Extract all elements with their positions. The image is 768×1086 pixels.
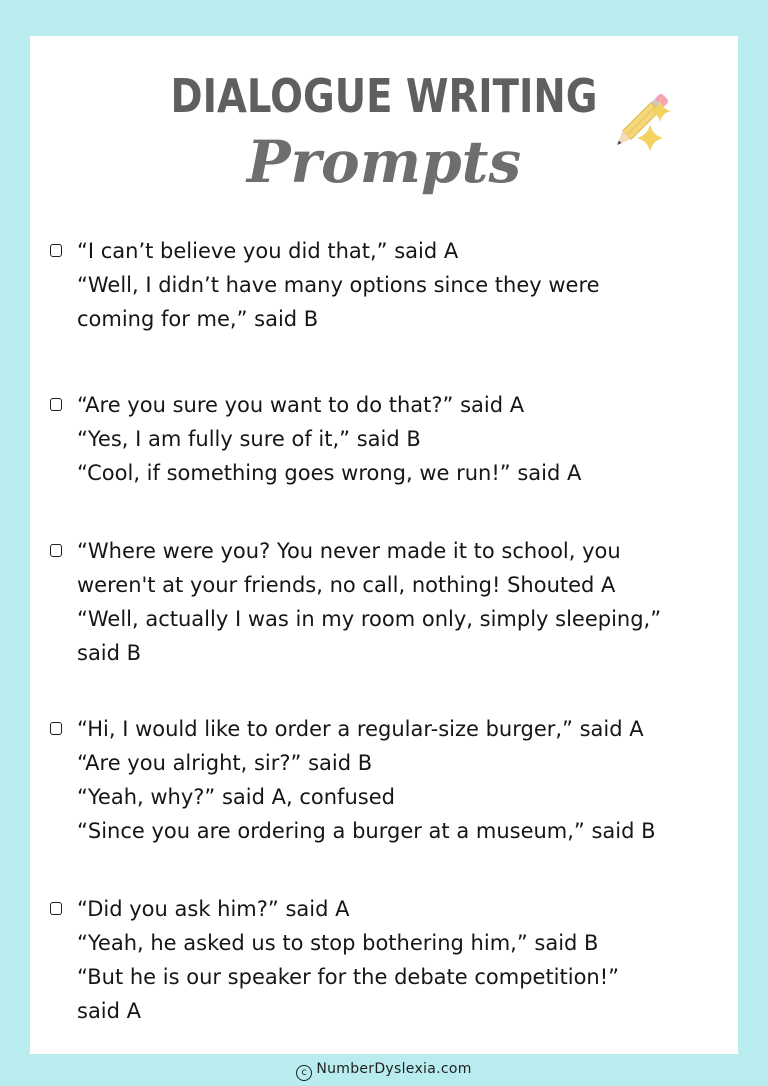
prompt-line: “But he is our speaker for the debate competition!” (77, 965, 620, 989)
title-dialogue-writing: DIALOGUE WRITING (170, 69, 598, 123)
prompt-list (46, 234, 726, 1028)
prompt-line: “Are you alright, sir?” said B (77, 751, 373, 775)
prompt-line: said A (77, 999, 142, 1023)
prompt-item (46, 388, 726, 490)
prompt-line: “Where were you? You never made it to school, you (77, 539, 621, 563)
prompt-line: “I can’t believe you did that,” said A (77, 239, 459, 263)
prompt-item (46, 534, 726, 670)
prompt-item (46, 712, 726, 848)
prompt-line: “Yes, I am fully sure of it,” said B (77, 427, 421, 451)
footer-site-link[interactable]: NumberDyslexia.com (316, 1061, 472, 1077)
pencil-sparkles-icon (596, 80, 682, 166)
prompt-line: “Did you ask him?” said A (77, 897, 350, 921)
checkbox-icon[interactable] (50, 722, 62, 735)
checkbox-icon[interactable] (50, 398, 62, 411)
prompt-line: “Well, I didn’t have many options since they were (77, 273, 600, 297)
prompt-line: weren't at your friends, no call, nothing! Shouted A (77, 573, 616, 597)
checkbox-icon[interactable] (50, 544, 62, 557)
title-prompts: Prompts (246, 128, 522, 196)
prompt-line: coming for me,” said B (77, 307, 319, 331)
prompt-line: “Well, actually I was in my room only, simply sleeping,” (77, 607, 662, 631)
prompt-line: said B (77, 641, 142, 665)
prompt-line: “Hi, I would like to order a regular-size burger,” said A (77, 717, 644, 741)
prompt-item (46, 234, 726, 336)
checkbox-icon[interactable] (50, 244, 62, 257)
prompt-line: “Cool, if something goes wrong, we run!” said A (77, 461, 582, 485)
footer-credit (0, 1058, 768, 1081)
prompt-line: “Are you sure you want to do that?” said A (77, 393, 525, 417)
checkbox-icon[interactable] (50, 902, 62, 915)
prompt-line: “Yeah, he asked us to stop bothering him,” said B (77, 931, 599, 955)
prompt-item (46, 892, 726, 1028)
prompt-line: “Since you are ordering a burger at a museum,” said B (77, 819, 656, 843)
prompt-line: “Yeah, why?” said A, confused (77, 785, 395, 809)
copyright-icon: c (296, 1065, 312, 1081)
